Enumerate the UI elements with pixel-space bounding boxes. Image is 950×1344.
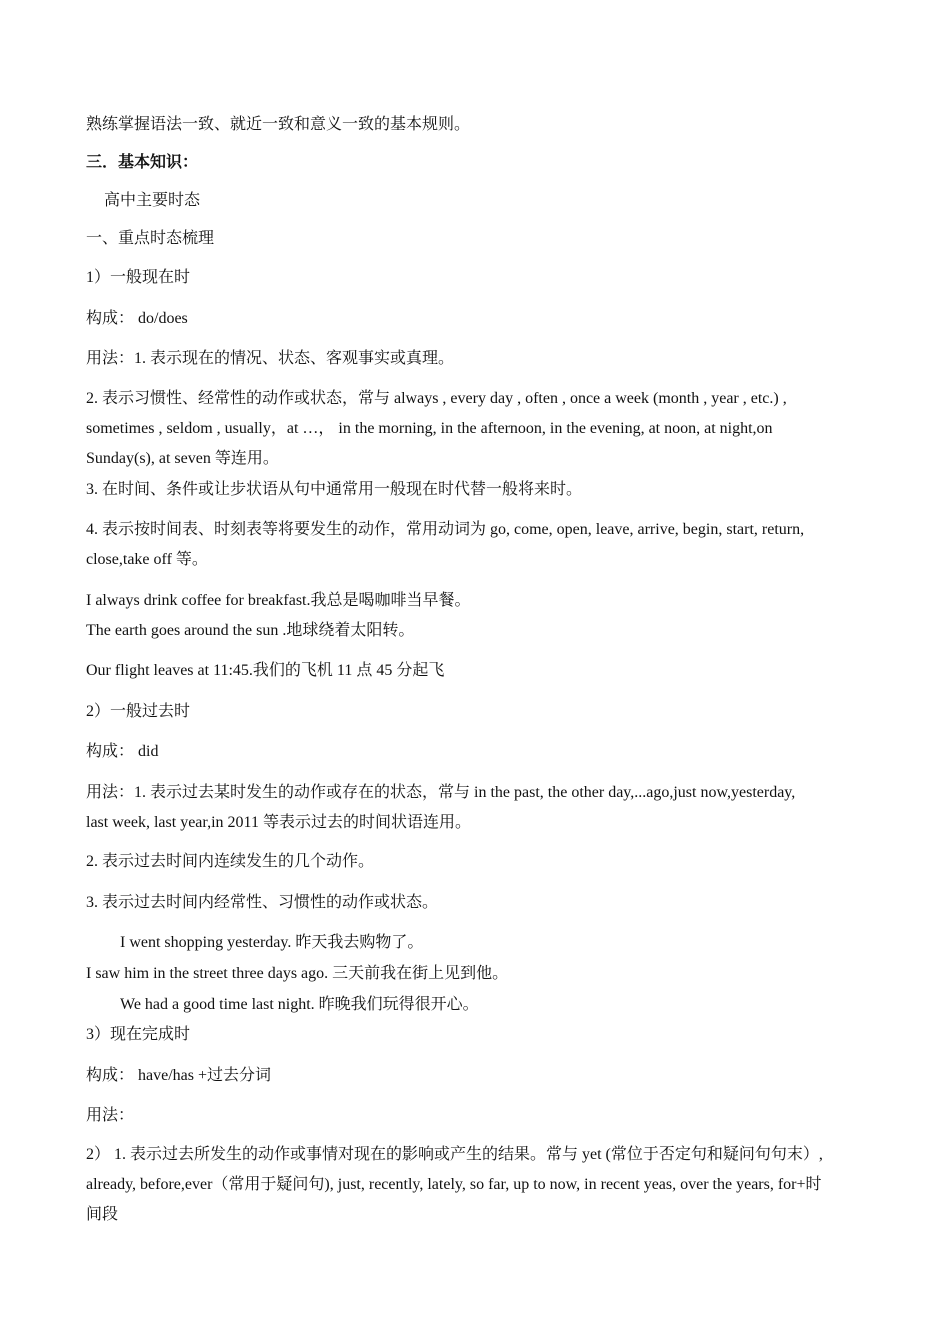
usage-1-simple-past-a: 用法：1. 表示过去某时发生的动作或存在的状态，常与 in the past, the other day,...ago,just now,yesterday, — [86, 784, 796, 801]
usage-1-present-perfect-b: already, before,ever（常用于疑问句), just, recently, lately, so far, up to now, in recent yeas, over the years, for+时 — [86, 1176, 822, 1193]
usage-2-simple-present-b: sometimes , seldom , usually，at …， in the morning, in the afternoon, in the evening, at noon, at night,on — [86, 420, 773, 437]
heading-present-perfect: 3）现在完成时 — [86, 1026, 191, 1043]
usage-3-simple-past: 3. 表示过去时间内经常性、习惯性的动作或状态。 — [86, 894, 439, 911]
heading-simple-present: 1）一般现在时 — [86, 269, 191, 286]
example-simple-present-2: The earth goes around the sun .地球绕着太阳转。 — [86, 622, 415, 639]
intro-line: 熟练掌握语法一致、就近一致和意义一致的基本规则。 — [86, 116, 471, 133]
usage-2-simple-present-c: Sunday(s), at seven 等连用。 — [86, 450, 279, 467]
example-simple-past-1: I went shopping yesterday. 昨天我去购物了。 — [120, 934, 424, 951]
structure-present-perfect: 构成： have/has +过去分词 — [86, 1067, 272, 1084]
heading-tense-review: 一、重点时态梳理 — [86, 230, 215, 247]
structure-simple-present: 构成： do/does — [86, 310, 188, 327]
example-simple-present-3: Our flight leaves at 11:45.我们的飞机 11 点 45 分起飞 — [86, 662, 445, 679]
usage-2-simple-past: 2. 表示过去时间内连续发生的几个动作。 — [86, 853, 375, 870]
example-simple-past-2: I saw him in the street three days ago. 三天前我在街上见到他。 — [86, 965, 509, 982]
subsection-title: 高中主要时态 — [104, 192, 201, 209]
usage-1-present-perfect-c: 间段 — [86, 1206, 119, 1223]
usage-1-simple-past-b: last week, last year,in 2011 等表示过去的时间状语连用。 — [86, 814, 471, 831]
structure-simple-past: 构成： did — [86, 743, 159, 760]
usage-label-present-perfect: 用法： — [86, 1107, 135, 1124]
usage-1-simple-present: 用法：1. 表示现在的情况、状态、客观事实或真理。 — [86, 350, 455, 367]
usage-2-simple-present-a: 2. 表示习惯性、经常性的动作或状态，常与 always , every day , often , once a week (month , year , etc.) , — [86, 390, 787, 407]
usage-3-simple-present: 3. 在时间、条件或让步状语从句中通常用一般现在时代替一般将来时。 — [86, 481, 583, 498]
section-heading: 三．基本知识： — [86, 154, 199, 171]
usage-4-simple-present-a: 4. 表示按时间表、时刻表等将要发生的动作，常用动词为 go, come, open, leave, arrive, begin, start, return, — [86, 521, 805, 538]
example-simple-present-1: I always drink coffee for breakfast.我总是喝咖啡当早餐。 — [86, 592, 471, 609]
usage-4-simple-present-b: close,take off 等。 — [86, 551, 208, 568]
usage-1-present-perfect-a: 2） 1. 表示过去所发生的动作或事情对现在的影响或产生的结果。常与 yet (常位于否定句和疑问句句末）, — [86, 1146, 823, 1163]
example-simple-past-3: We had a good time last night. 昨晚我们玩得很开心。 — [120, 996, 479, 1013]
heading-simple-past: 2）一般过去时 — [86, 703, 191, 720]
